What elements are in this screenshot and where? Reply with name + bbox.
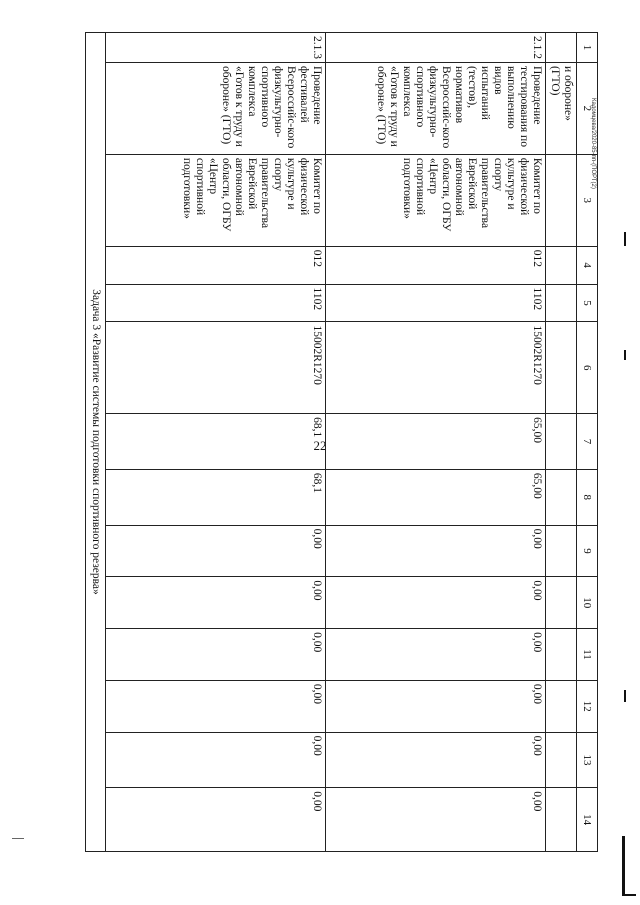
continuation-text: и обороне» (ГТО) (546, 63, 577, 155)
scan-mark (624, 350, 626, 360)
continuation-row (546, 33, 577, 852)
row-c7: 65,00 (326, 414, 546, 470)
row-c12: 0,00 (326, 680, 546, 732)
scan-mark (622, 894, 636, 896)
row-c13: 0,00 (326, 732, 546, 788)
row-c13: 0,00 (106, 732, 326, 788)
row-rzpr: 1102 (106, 284, 326, 322)
row-grbs: 012 (326, 246, 546, 284)
row-name: Проведение тестирования по выполнению видов испытаний (тестов), нормативов Всероссийс-кого физкультурно-спортивного комплекса «Готов к труду и обороне» (ГТО) (326, 63, 546, 155)
footer-code: Кадомцева/2020-85-пп-(ПОРТ(2) (590, 98, 596, 189)
row-rzpr: 1102 (326, 284, 546, 322)
header-cell: 4 (577, 246, 598, 284)
row-c9: 0,00 (326, 525, 546, 577)
row-c7: 68,1 (106, 414, 326, 470)
header-cell: 3 (577, 154, 598, 246)
row-name: Проведение фестивалей Всероссийс-кого физкультурно-спортивного комплекса «Готов к труду и обороне» (ГТО) (106, 63, 326, 155)
row-c10: 0,00 (326, 577, 546, 629)
task-row (86, 33, 106, 852)
header-cell: 2 (577, 63, 598, 155)
header-cell: 12 (577, 680, 598, 732)
row-c8: 68,1 (106, 469, 326, 525)
budget-table (85, 32, 598, 852)
header-cell: 14 (577, 788, 598, 852)
page-number: 22 (313, 438, 327, 453)
row-executor: Комитет по физической культуре и спорту правительства Еврейской автономной области, ОГБУ «Центр спортивной подготовки» (326, 154, 546, 246)
row-c11: 0,00 (106, 629, 326, 681)
row-c8: 65,00 (326, 469, 546, 525)
scan-mark (12, 838, 24, 839)
scan-mark (622, 836, 625, 896)
scan-mark (624, 232, 626, 246)
row-c10: 0,00 (106, 577, 326, 629)
row-csr: 15002R1270 (326, 322, 546, 414)
row-c12: 0,00 (106, 680, 326, 732)
header-cell: 13 (577, 732, 598, 788)
row-id: 2.1.2 (326, 33, 546, 63)
row-c9: 0,00 (106, 525, 326, 577)
row-c14: 0,00 (106, 788, 326, 852)
row-id: 2.1.3 (106, 33, 326, 63)
row-csr: 15002R1270 (106, 322, 326, 414)
row-grbs: 012 (106, 246, 326, 284)
header-cell: 7 (577, 414, 598, 470)
header-cell: 10 (577, 577, 598, 629)
row-c11: 0,00 (326, 629, 546, 681)
header-cell: 9 (577, 525, 598, 577)
rotated-table-container (78, 32, 598, 852)
table-row (326, 33, 546, 852)
header-cell: 6 (577, 322, 598, 414)
row-executor: Комитет по физической культуре и спорту правительства Еврейской автономной области, ОГБУ «Центр спортивной подготовки» (106, 154, 326, 246)
scan-mark (624, 690, 626, 702)
header-cell: 5 (577, 284, 598, 322)
table-row (106, 33, 326, 852)
header-cell: 1 (577, 33, 598, 63)
header-cell: 11 (577, 629, 598, 681)
header-cell: 8 (577, 469, 598, 525)
row-c14: 0,00 (326, 788, 546, 852)
task-heading: Задача 3 «Развитие системы подготовки спортивного резерва» (86, 33, 106, 852)
